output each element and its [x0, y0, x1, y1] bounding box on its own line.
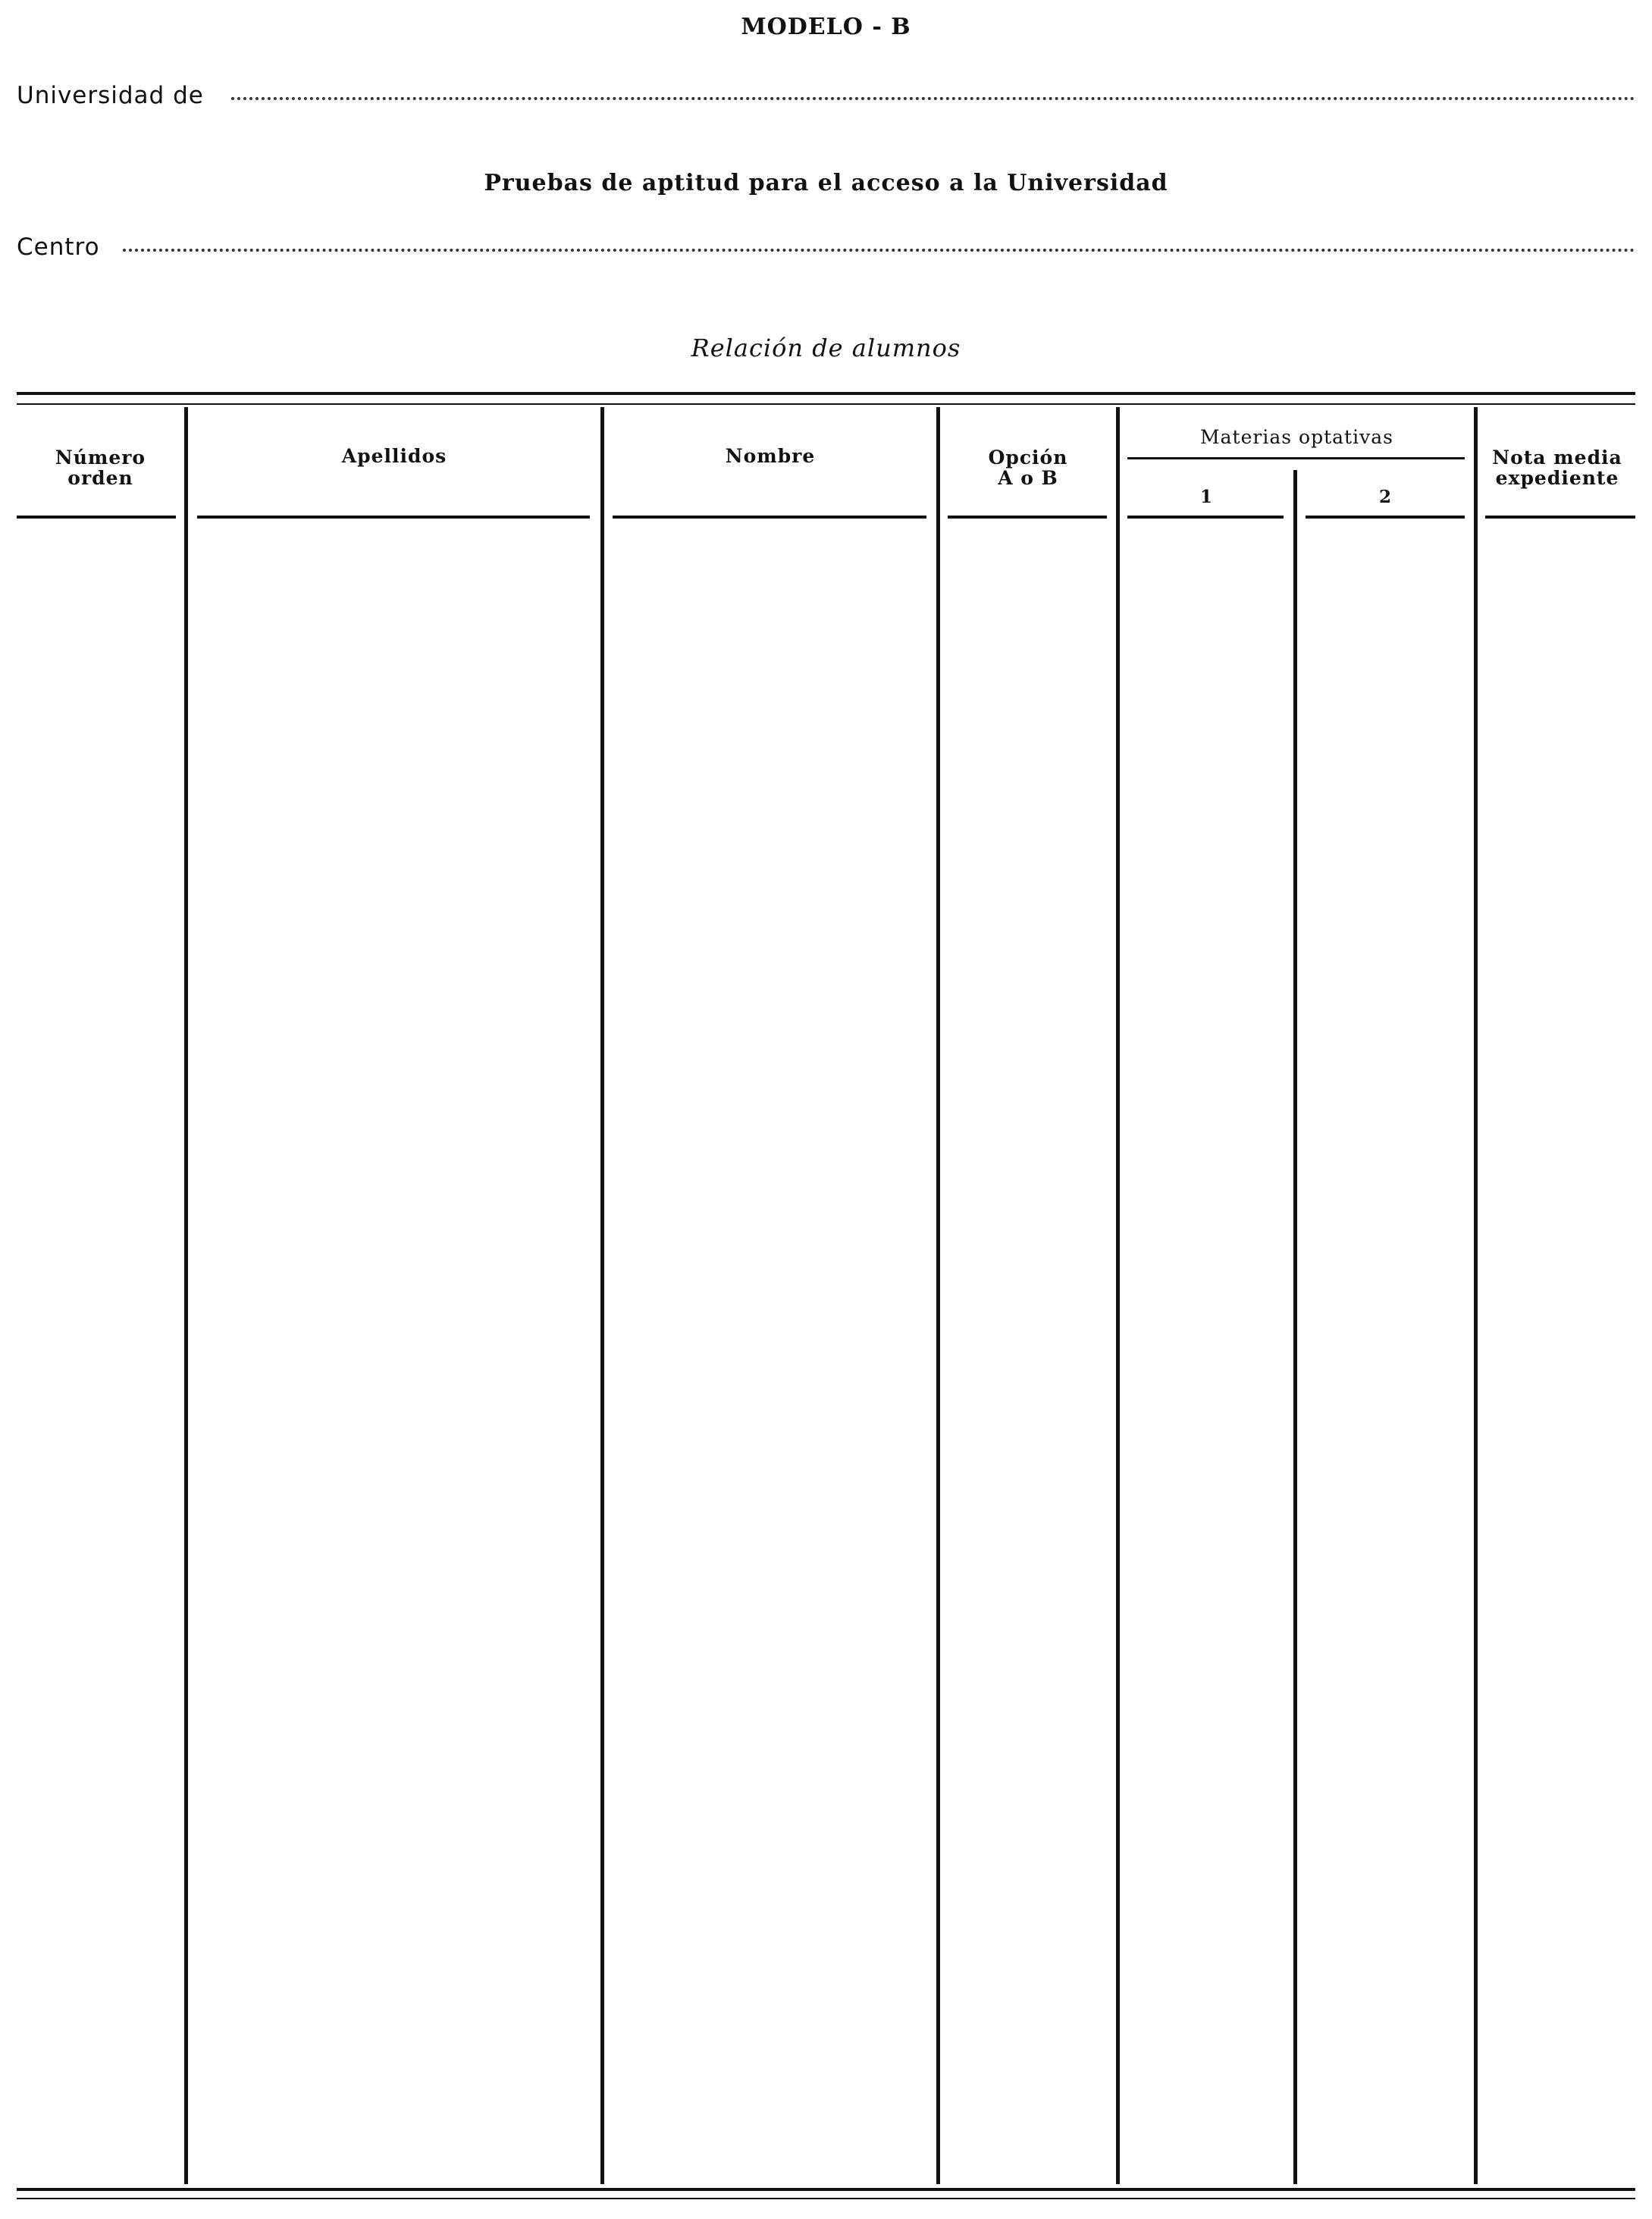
header-underline: [1485, 516, 1635, 519]
header-underline: [1127, 516, 1284, 519]
header-materia-2: 2: [1378, 487, 1392, 507]
header-materia-1: 1: [1199, 487, 1213, 507]
header-numero-orden: Número orden: [55, 447, 146, 489]
table-bottom-rule-thin: [17, 2198, 1635, 2199]
table-top-rule-thin: [17, 403, 1635, 405]
universidad-fill-line[interactable]: [231, 97, 1635, 100]
universidad-label: Universidad de: [17, 82, 204, 109]
form-subtitle: Pruebas de aptitud para el acceso a la Universidad: [484, 170, 1168, 196]
list-heading: Relación de alumnos: [691, 334, 961, 362]
centro-label: Centro: [17, 233, 100, 261]
header-underline: [197, 516, 590, 519]
header-underline: [613, 516, 926, 519]
materias-group-rule: [1127, 457, 1465, 459]
centro-fill-line[interactable]: [123, 249, 1635, 252]
header-materias-optativas: Materias optativas: [1200, 426, 1393, 448]
header-nombre: Nombre: [725, 445, 816, 467]
header-underline: [1306, 516, 1465, 519]
header-underline: [17, 516, 176, 519]
form-model-title: MODELO - B: [741, 14, 911, 40]
table-top-rule: [17, 392, 1635, 395]
table-bottom-rule: [17, 2188, 1635, 2191]
header-underline: [948, 516, 1107, 519]
table-body[interactable]: [17, 523, 1635, 2183]
header-opcion: Opción A o B: [988, 447, 1068, 489]
header-nota-media: Nota media expediente: [1492, 447, 1622, 489]
header-apellidos: Apellidos: [341, 445, 447, 467]
